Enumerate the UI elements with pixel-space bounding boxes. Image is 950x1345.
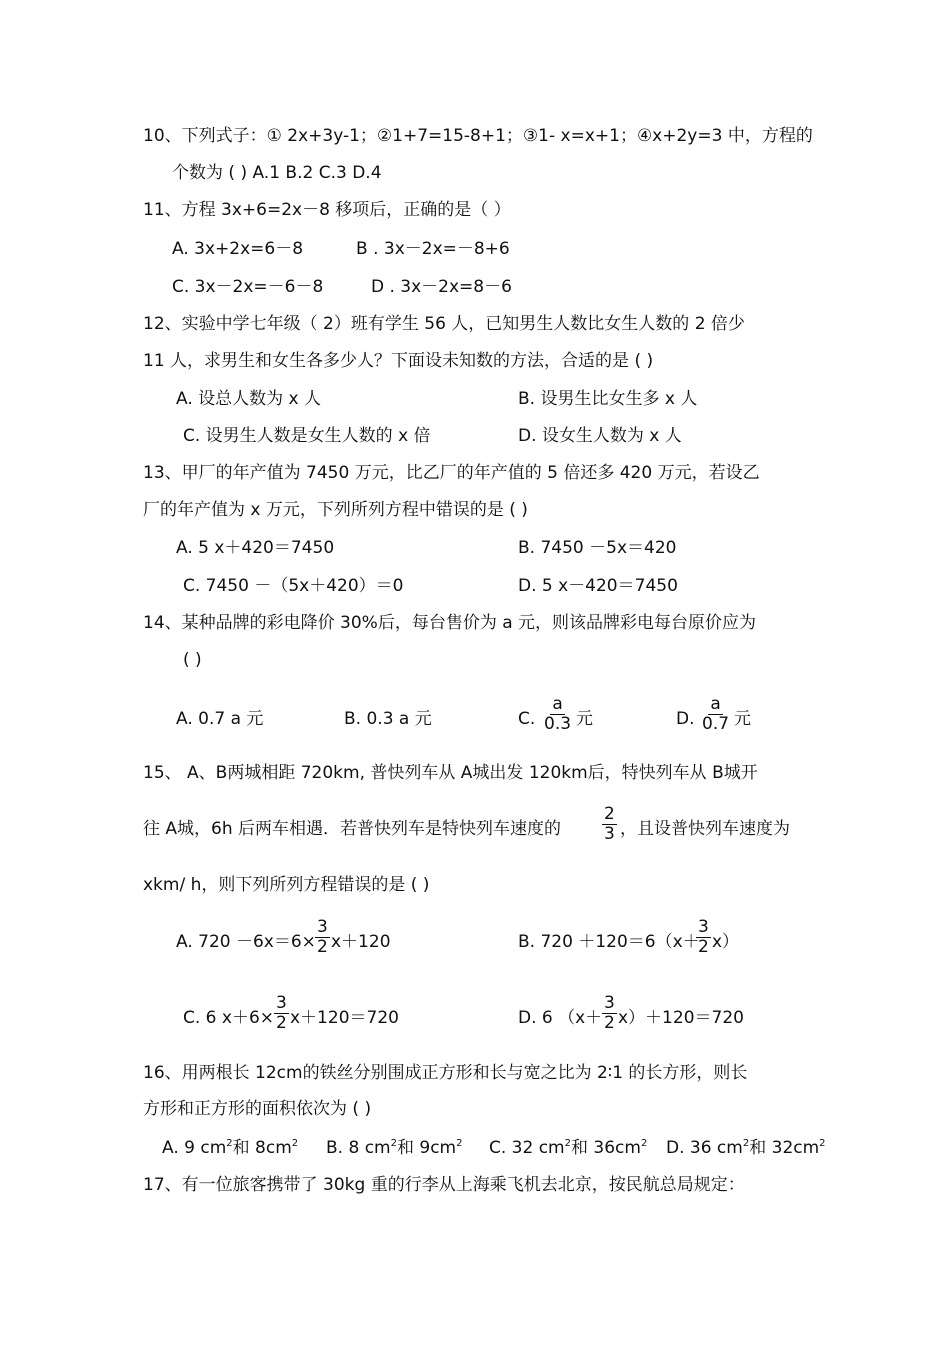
option-text: 和 9cm xyxy=(396,1138,457,1158)
q15-option-d-end: x）＋120＝720 xyxy=(618,1008,744,1028)
square-superscript: 2 xyxy=(819,1138,826,1149)
q13-option-a: A. 5 x＋420＝7450 xyxy=(176,538,335,558)
q16-option-a xyxy=(162,1138,298,1158)
q15-option-d-start: D. 6 （x＋ xyxy=(518,1008,603,1028)
q14-option-d-fraction xyxy=(700,695,731,734)
option-text: C. 32 cm xyxy=(489,1138,565,1158)
q15-option-c-fraction xyxy=(274,994,289,1033)
q14-option-c-fraction xyxy=(542,695,573,734)
q15-option-d-fraction xyxy=(602,994,617,1033)
q15-line1: 15、 A、B两城相距 720km, 普快列车从 A城出发 120km后，特快列车从 B城开 xyxy=(143,763,758,783)
square-superscript: 2 xyxy=(390,1138,397,1149)
fraction-denominator: 2 xyxy=(604,1013,615,1033)
q16-line2: 方形和正方形的面积依次为 ( ) xyxy=(143,1099,372,1119)
q14-line1: 14、某种品牌的彩电降价 30%后，每台售价为 a 元，则该品牌彩电每台原价应为 xyxy=(143,613,757,633)
q12-option-b: B. 设男生比女生多 x 人 xyxy=(518,389,698,409)
q13-option-b: B. 7450 －5x＝420 xyxy=(518,538,677,558)
square-superscript: 2 xyxy=(291,1138,299,1149)
fraction-denominator: 0.7 xyxy=(702,714,730,734)
q14-line2: ( ) xyxy=(183,650,202,670)
q16-option-b xyxy=(326,1138,463,1158)
square-superscript: 2 xyxy=(456,1138,463,1149)
q11-stem: 11、方程 3x+6=2x－8 移项后，正确的是（ ） xyxy=(143,200,511,220)
q15-speed-ratio-fraction xyxy=(602,805,617,844)
q10-line2: 个数为 ( ) A.1 B.2 C.3 D.4 xyxy=(172,163,382,183)
q16-option-c xyxy=(489,1138,647,1158)
option-text: 和 36cm xyxy=(571,1138,641,1158)
fraction-numerator: 3 xyxy=(317,917,328,937)
option-text: A. 9 cm xyxy=(162,1138,227,1158)
q15-option-b-start: B. 720 ＋120＝6（x＋ xyxy=(518,932,700,952)
q14-option-a: A. 0.7 a 元 xyxy=(176,709,264,729)
square-superscript: 2 xyxy=(226,1138,233,1149)
option-text: B. 8 cm xyxy=(326,1138,391,1158)
fraction-numerator: 3 xyxy=(276,993,287,1013)
q15-line2-start: 往 A城，6h 后两车相遇．若普快列车是特快列车速度的 xyxy=(143,819,562,839)
square-superscript: 2 xyxy=(742,1138,750,1149)
q12-line1: 12、实验中学七年级（ 2）班有学生 56 人，已知男生人数比女生人数的 2 倍少 xyxy=(143,314,745,334)
q14-option-b: B. 0.3 a 元 xyxy=(344,709,432,729)
q16-line1: 16、用两根长 12cm的铁丝分别围成正方形和长与宽之比为 2∶1 的长方形，则长 xyxy=(143,1063,748,1083)
option-text: 和 8cm xyxy=(232,1138,292,1158)
fraction-denominator: 3 xyxy=(604,824,615,844)
fraction-denominator: 2 xyxy=(276,1013,287,1033)
q10-line1: 10、下列式子：① 2x+3y-1；②1+7=15-8+1；③1- x=x+1；④x+2y=3 中，方程的 xyxy=(143,126,813,146)
q12-option-a: A. 设总人数为 x 人 xyxy=(176,389,322,409)
fraction-numerator: 3 xyxy=(698,917,709,937)
q11-option-b: B . 3x－2x=－8+6 xyxy=(356,239,510,259)
option-text: 和 32cm xyxy=(749,1138,820,1158)
q13-line1: 13、甲厂的年产值为 7450 万元，比乙厂的年产值的 5 倍还多 420 万元，若设乙 xyxy=(143,463,760,483)
q15-line2-end: ，且设普快列车速度为 xyxy=(620,819,790,839)
q11-option-c: C. 3x－2x=－6－8 xyxy=(172,277,324,297)
q17-line1: 17、有一位旅客携带了 30kg 重的行李从上海乘飞机去北京，按民航总局规定： xyxy=(143,1175,745,1195)
q15-option-b-end: x） xyxy=(712,932,740,952)
q15-option-b-fraction xyxy=(696,918,711,957)
q14-option-d-label: D. xyxy=(676,709,695,729)
q13-option-c: C. 7450 －（5x＋420）＝0 xyxy=(183,576,404,596)
q16-option-d xyxy=(666,1138,826,1158)
q12-option-d: D. 设女生人数为 x 人 xyxy=(518,426,682,446)
q11-option-a: A. 3x+2x=6－8 xyxy=(172,239,304,259)
square-superscript: 2 xyxy=(564,1138,571,1149)
fraction-denominator: 2 xyxy=(698,937,709,957)
q12-option-c: C. 设男生人数是女生人数的 x 倍 xyxy=(183,426,431,446)
q11-option-d: D . 3x－2x=8－6 xyxy=(371,277,512,297)
q14-option-c-label: C. xyxy=(518,709,536,729)
q15-option-a-end: x＋120 xyxy=(331,932,391,952)
q13-line2: 厂的年产值为 x 万元，下列所列方程中错误的是 ( ) xyxy=(143,500,528,520)
fraction-numerator: a xyxy=(710,694,721,714)
q15-option-c-end: x＋120＝720 xyxy=(290,1008,399,1028)
option-text: D. 36 cm xyxy=(666,1138,743,1158)
square-superscript: 2 xyxy=(640,1138,648,1149)
q13-option-d: D. 5 x－420＝7450 xyxy=(518,576,678,596)
fraction-numerator: a xyxy=(552,694,563,714)
fraction-numerator: 2 xyxy=(604,804,615,824)
q15-option-a-fraction xyxy=(315,918,330,957)
q14-option-c-unit: 元 xyxy=(576,709,593,729)
fraction-numerator: 3 xyxy=(604,993,615,1013)
q15-option-c-start: C. 6 x＋6× xyxy=(183,1008,275,1028)
q12-line2: 11 人，求男生和女生各多少人？下面设未知数的方法，合适的是 ( ) xyxy=(143,351,654,371)
q14-option-d-unit: 元 xyxy=(734,709,751,729)
q15-option-a-start: A. 720 －6x＝6× xyxy=(176,932,316,952)
fraction-denominator: 0.3 xyxy=(544,714,572,734)
q15-line3: xkm/ h，则下列所列方程错误的是 ( ) xyxy=(143,875,430,895)
fraction-denominator: 2 xyxy=(317,937,328,957)
